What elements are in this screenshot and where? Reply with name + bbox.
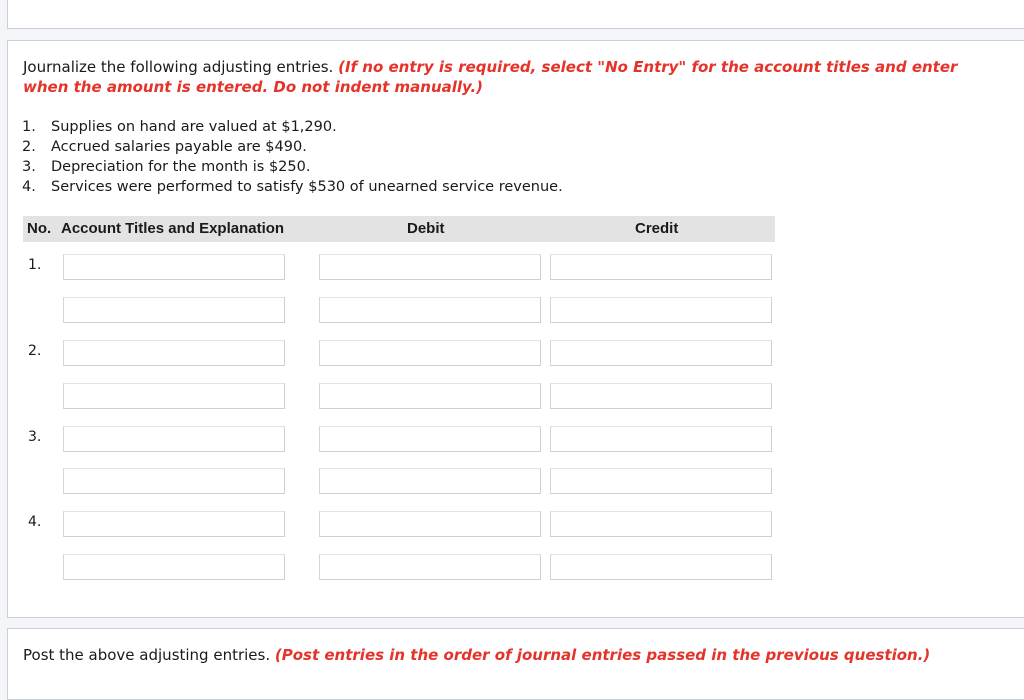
journalize-question-panel <box>7 40 1024 618</box>
header-account-titles: Account Titles and Explanation <box>61 220 285 237</box>
debit-input[interactable] <box>319 340 541 366</box>
debit-input[interactable] <box>319 383 541 409</box>
journal-row <box>23 426 783 456</box>
post-instruction-note: (Post entries in the order of journal entries passed in the previous question.) <box>274 646 931 664</box>
journal-row <box>23 468 783 498</box>
list-item-number: 4. <box>22 179 36 195</box>
previous-question-panel <box>7 0 1024 29</box>
list-item <box>22 157 563 177</box>
journal-row <box>23 297 783 327</box>
account-title-input[interactable] <box>63 511 285 537</box>
account-title-input[interactable] <box>63 340 285 366</box>
post-entries-question-panel <box>7 628 1024 700</box>
list-item-text: Accrued salaries payable are $490. <box>51 139 307 155</box>
list-item-number: 1. <box>22 119 36 135</box>
header-no: No. <box>27 220 52 237</box>
debit-input[interactable] <box>319 554 541 580</box>
account-title-input[interactable] <box>63 468 285 494</box>
list-item-number: 2. <box>22 139 36 155</box>
journal-row <box>23 254 783 284</box>
credit-input[interactable] <box>550 426 772 452</box>
account-title-input[interactable] <box>63 554 285 580</box>
journal-table-header <box>23 216 775 242</box>
debit-input[interactable] <box>319 254 541 280</box>
credit-input[interactable] <box>550 254 772 280</box>
credit-input[interactable] <box>550 383 772 409</box>
header-credit: Credit <box>635 220 679 237</box>
entry-number: 4. <box>28 514 42 530</box>
entry-number: 2. <box>28 343 42 359</box>
instruction-note-line1: (If no entry is required, select "No Entry" for the account titles and enter <box>338 58 958 76</box>
header-debit: Debit <box>407 220 445 237</box>
debit-input[interactable] <box>319 426 541 452</box>
list-item-text: Services were performed to satisfy $530 of unearned service revenue. <box>51 179 563 195</box>
list-item-text: Supplies on hand are valued at $1,290. <box>51 119 337 135</box>
account-title-input[interactable] <box>63 383 285 409</box>
post-instruction <box>23 645 930 665</box>
credit-input[interactable] <box>550 511 772 537</box>
debit-input[interactable] <box>319 297 541 323</box>
post-instruction-text: Post the above adjusting entries. <box>23 646 271 664</box>
account-title-input[interactable] <box>63 254 285 280</box>
credit-input[interactable] <box>550 468 772 494</box>
list-item <box>22 137 563 157</box>
credit-input[interactable] <box>550 297 772 323</box>
instruction-note-line2: when the amount is entered. Do not indent manually.) <box>23 78 484 96</box>
credit-input[interactable] <box>550 340 772 366</box>
credit-input[interactable] <box>550 554 772 580</box>
journal-row <box>23 383 783 413</box>
journal-row <box>23 511 783 541</box>
entry-number: 1. <box>28 257 42 273</box>
question-instruction <box>23 57 957 97</box>
account-title-input[interactable] <box>63 297 285 323</box>
list-item-text: Depreciation for the month is $250. <box>51 159 311 175</box>
account-title-input[interactable] <box>63 426 285 452</box>
list-item-number: 3. <box>22 159 36 175</box>
debit-input[interactable] <box>319 468 541 494</box>
journal-row <box>23 340 783 370</box>
list-item <box>22 117 563 137</box>
debit-input[interactable] <box>319 511 541 537</box>
list-item <box>22 177 563 197</box>
adjustment-list <box>22 117 563 197</box>
entry-number: 3. <box>28 429 42 445</box>
journal-row <box>23 554 783 584</box>
instruction-text: Journalize the following adjusting entries. <box>23 58 334 76</box>
